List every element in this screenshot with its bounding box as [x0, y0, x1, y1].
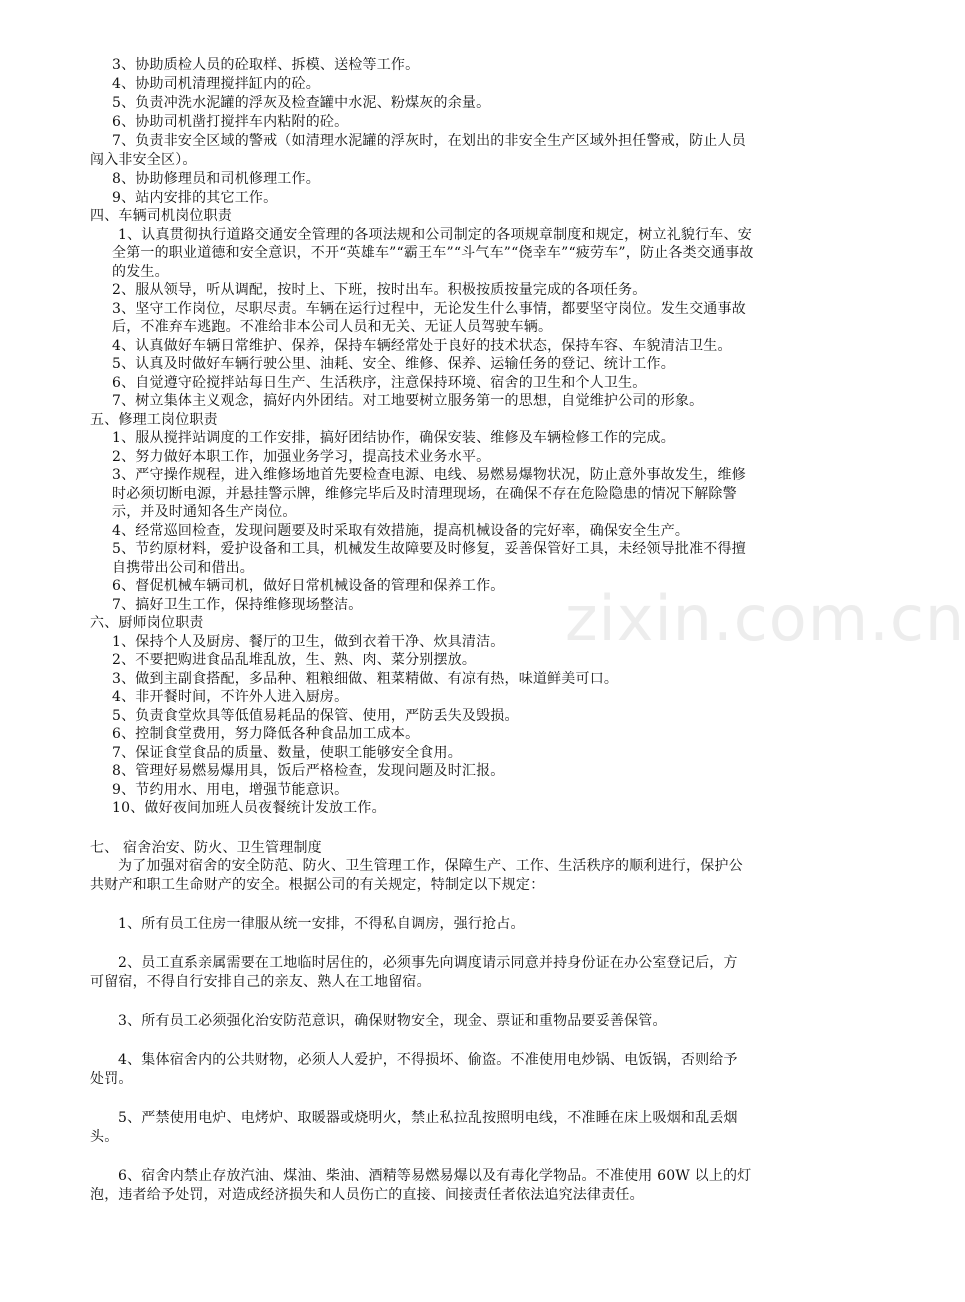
- text-line: 泡，违者给予处罚，对造成经济损失和人员伤亡的直接、间接责任者依法追究法律责任。: [90, 1187, 644, 1203]
- text-line: 3、协助质检人员的砼取样、拆模、送检等工作。: [112, 57, 420, 73]
- text-line: 8、管理好易燃易爆用具，饭后严格检查，发现问题及时汇报。: [112, 763, 505, 779]
- text-line: 9、站内安排的其它工作。: [112, 190, 278, 206]
- text-line: 2、员工直系亲属需要在工地临时居住的，必须事先向调度请示同意并持身份证在办公室登记后，方: [118, 955, 738, 971]
- text-line: 1、认真贯彻执行道路交通安全管理的各项法规和公司制定的各项规章制度和规定，树立礼貌行车、安: [118, 227, 752, 243]
- text-line: 1、服从搅拌站调度的工作安排，搞好团结协作，确保安装、维修及车辆检修工作的完成。: [112, 430, 675, 446]
- text-line: 7、树立集体主义观念，搞好内外团结。对工地要树立服务第一的思想，自觉维护公司的形象。: [112, 393, 704, 409]
- text-line: 4、协助司机清理搅拌缸内的砼。: [112, 76, 320, 92]
- text-line: 7、负责非安全区域的警戒（如清理水泥罐的浮灰时，在划出的非安全生产区域外担任警戒，防止人员: [112, 133, 746, 149]
- text-line: 5、负责冲洗水泥罐的浮灰及检查罐中水泥、粉煤灰的余量。: [112, 95, 491, 111]
- text-line: 5、节约原材料，爱护设备和工具，机械发生故障要及时修复，妥善保管好工具，未经领导批准不得擅: [112, 541, 746, 557]
- text-line: 4、经常巡回检查，发现问题要及时采取有效措施，提高机械设备的完好率，确保安全生产。: [112, 523, 690, 539]
- watermark: zixin.com.cn: [565, 582, 965, 655]
- text-line: 7、保证食堂食品的质量、数量，使职工能够安全食用。: [112, 745, 462, 761]
- text-line: 3、严守操作规程，进入维修场地首先要检查电源、电线、易燃易爆物状况，防止意外事故发生，维修: [112, 467, 746, 483]
- text-line: 七、 宿舍治安、防火、卫生管理制度: [90, 840, 322, 856]
- text-line: 后，不准弃车逃跑。不准给非本公司人员和无关、无证人员驾驶车辆。: [112, 319, 553, 335]
- text-line: 6、自觉遵守砼搅拌站每日生产、生活秩序，注意保持环境、宿舍的卫生和个人卫生。: [112, 375, 647, 391]
- text-line: 的发生。: [112, 264, 169, 280]
- text-line: 1、所有员工住房一律服从统一安排，不得私自调房，强行抢占。: [118, 916, 525, 932]
- text-line: 示，并及时通知各生产岗位。: [112, 504, 297, 520]
- text-line: 自携带出公司和借出。: [112, 560, 254, 576]
- text-line: 4、集体宿舍内的公共财物，必须人人爱护，不得损坏、偷盗。不准使用电炒锅、电饭锅，否则给予: [118, 1052, 738, 1068]
- text-line: 2、努力做好本职工作，加强业务学习，提高技术业务水平。: [112, 449, 491, 465]
- text-line: 可留宿，不得自行安排自己的亲友、熟人在工地留宿。: [90, 974, 431, 990]
- text-line: 3、所有员工必须强化治安防范意识，确保财物安全，现金、票证和重物品要妥善保管。: [118, 1013, 667, 1029]
- text-line: 4、认真做好车辆日常维护、保养，保持车辆经常处于良好的技术状态，保持车容、车貌清洁卫生。: [112, 338, 732, 354]
- text-line: 5、负责食堂炊具等低值易耗品的保管、使用，严防丢失及毁损。: [112, 708, 519, 724]
- text-line: 四、车辆司机岗位职责: [90, 208, 232, 224]
- text-line: 时必须切断电源，并悬挂警示牌，维修完毕后及时清理现场，在确保不存在危险隐患的情况下解除警: [112, 486, 737, 502]
- text-line: 3、做到主副食搭配，多品种、粗粮细做、粗菜精做、有凉有热，味道鲜美可口。: [112, 671, 619, 687]
- text-line: 闯入非安全区）。: [90, 152, 197, 168]
- text-line: 6、控制食堂费用，努力降低各种食品加工成本。: [112, 726, 420, 742]
- text-line: 为了加强对宿舍的安全防范、防火、卫生管理工作，保障生产、工作、生活秩序的顺利进行，保护公: [118, 858, 743, 874]
- text-line: 4、非开餐时间，不许外人进入厨房。: [112, 689, 349, 705]
- text-line: 7、搞好卫生工作，保持维修现场整洁。: [112, 597, 363, 613]
- text-line: 六、厨师岗位职责: [90, 615, 204, 631]
- text-line: 全第一的职业道德和安全意识，不开“英雄车”“霸王车”“斗气车”“侥幸车”“疲劳车”，防止各类交通事故: [112, 245, 754, 261]
- text-line: 2、服从领导，听从调配，按时上、下班，按时出车。积极按质按量完成的各项任务。: [112, 282, 647, 298]
- text-line: 处罚。: [90, 1071, 133, 1087]
- text-line: 6、督促机械车辆司机，做好日常机械设备的管理和保养工作。: [112, 578, 505, 594]
- text-line: 9、节约用水、用电，增强节能意识。: [112, 782, 349, 798]
- text-line: 8、协助修理员和司机修理工作。: [112, 171, 320, 187]
- text-line: 2、不要把购进食品乱堆乱放，生、熟、肉、菜分别摆放。: [112, 652, 477, 668]
- text-line: 头。: [90, 1129, 119, 1145]
- text-line: 6、宿舍内禁止存放汽油、煤油、柴油、酒精等易燃易爆以及有毒化学物品。不准使用 60W 以上的灯: [118, 1168, 752, 1184]
- text-line: 5、严禁使用电炉、电烤炉、取暖器或烧明火，禁止私拉乱按照明电线，不准睡在床上吸烟和乱丢烟: [118, 1110, 738, 1126]
- text-line: 10、做好夜间加班人员夜餐统计发放工作。: [112, 800, 386, 816]
- text-line: 1、保持个人及厨房、餐厅的卫生，做到衣着干净、炊具清洁。: [112, 634, 505, 650]
- text-line: 五、修理工岗位职责: [90, 412, 218, 428]
- text-line: 6、协助司机凿打搅拌车内粘附的砼。: [112, 114, 349, 130]
- text-line: 5、认真及时做好车辆行驶公里、油耗、安全、维修、保养、运输任务的登记、统计工作。: [112, 356, 675, 372]
- text-line: 共财产和职工生命财产的安全。根据公司的有关规定，特制定以下规定：: [90, 877, 545, 893]
- text-line: 3、坚守工作岗位，尽职尽责。车辆在运行过程中，无论发生什么事情，都要坚守岗位。发生交通事故: [112, 301, 746, 317]
